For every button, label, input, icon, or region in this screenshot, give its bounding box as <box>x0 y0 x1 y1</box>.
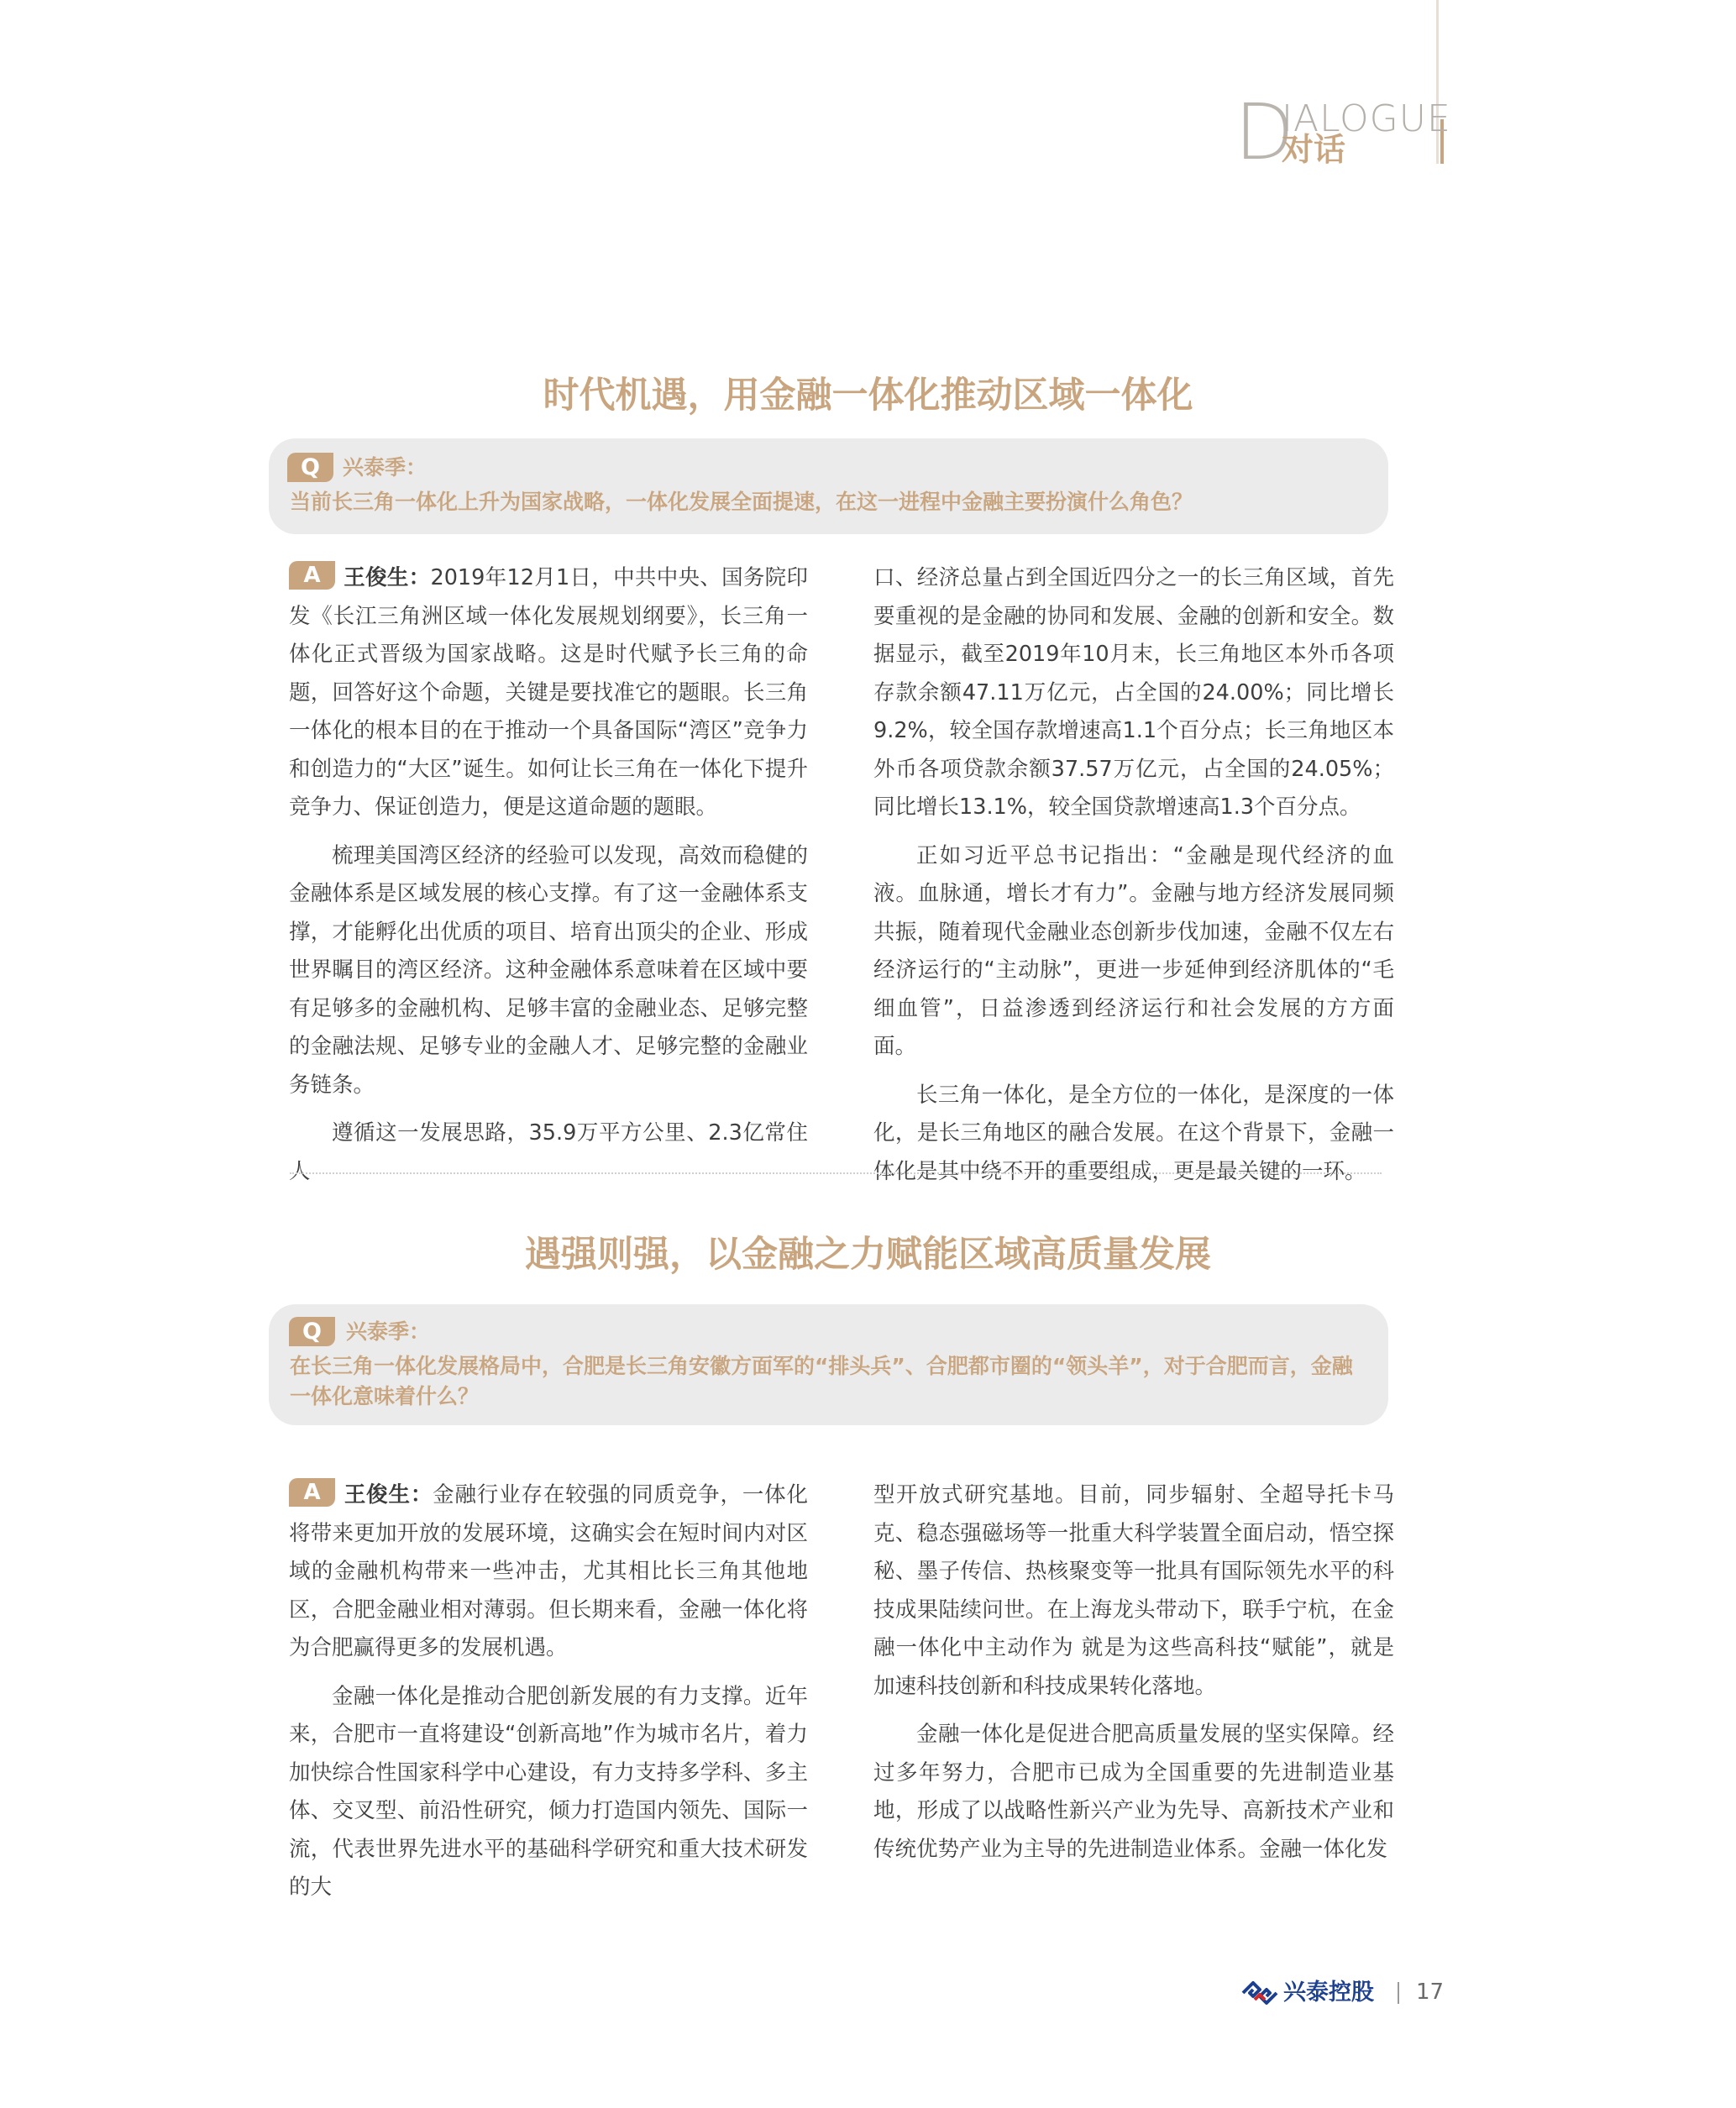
dialogue-label: IALOGUE <box>1282 97 1451 140</box>
section1-answer-left-column <box>289 559 808 1201</box>
answer-badge: A <box>289 561 335 590</box>
dialogue-initial-letter: D <box>1235 87 1294 177</box>
section2-answer-left-column <box>289 1476 808 1917</box>
answer-paragraph <box>289 559 808 827</box>
answer-paragraph: 金融一体化是促进合肥高质量发展的坚实保障。经过多年努力，合肥市已成为全国重要的先进制造业基地，形成了以战略性新兴产业为先导、高新技术产业和传统优势产业为主导的先进制造业体系。金融一体化发 <box>873 1722 1394 1862</box>
answer-text: 金融行业存在较强的同质竞争，一体化将带来更加开放的发展环境，这确实会在短时间内对区域的金融机构带来一些冲击，尤其相比长三角其他地区，合肥金融业相对薄弱。但长期来看，金融一体化将为合肥赢得更多的发展机遇。 <box>289 1482 808 1660</box>
answer-paragraph: 长三角一体化，是全方位的一体化，是深度的一体化，是长三角地区的融合发展。在这个背景下，金融一体化是其中绕不开的重要组成，更是最关键的一环。 <box>873 1082 1394 1184</box>
answer-paragraph: 正如习近平总书记指出：“金融是现代经济的血液。血脉通，增长才有力”。金融与地方经济发展同频共振，随着现代金融业态创新步伐加速，金融不仅左右经济运行的“主动脉”，更进一步延伸到经济肌体的“毛细血管”，日益渗透到经济运行和社会发展的方方面面。 <box>873 842 1394 1059</box>
answer-paragraph: 金融一体化是推动合肥创新发展的有力支撑。近年来，合肥市一直将建设“创新高地”作为城市名片，着力加快综合性国家科学中心建设，有力支持多学科、多主体、交叉型、前沿性研究，倾力打造国内领先、国际一流，代表世界先进水平的基础科学研究和重大技术研发的大 <box>289 1683 808 1900</box>
question-asker: 兴泰季： <box>343 455 427 480</box>
section2-answer-right-column <box>873 1476 1394 1879</box>
answer-paragraph <box>289 1476 808 1668</box>
question-badge: Q <box>289 1317 335 1346</box>
footer-separator <box>1398 1982 1399 2004</box>
answer-paragraph: 型开放式研究基地。目前，同步辐射、全超导托卡马克、稳态强磁场等一批重大科学装置全面启动，悟空探秘、墨子传信、热核聚变等一批具有国际领先水平的科技成果陆续问世。在上海龙头带动下，联手宁杭，在金融一体化中主动作为 就是为这些高科技“赋能”，就是加速科技创新和科技成果转化落地。 <box>873 1482 1394 1699</box>
section-divider <box>290 1172 1382 1174</box>
answer-speaker: 王俊生： <box>344 1482 433 1508</box>
question-asker: 兴泰季： <box>346 1319 431 1344</box>
answer-speaker: 王俊生： <box>344 565 431 590</box>
answer-paragraph: 遵循这一发展思路，35.9万平方公里、2.3亿常住人 <box>289 1120 808 1184</box>
section1-title: 时代机遇，用金融一体化推动区域一体化 <box>543 375 1193 417</box>
answer-text: 2019年12月1日，中共中央、国务院印发《长江三角洲区域一体化发展规划纲要》，长三角一体化正式晋级为国家战略。这是时代赋予长三角的命题，回答好这个命题，关键是要找准它的题眼。长三角一体化的根本目的在于推动一个具备国际“湾区”竞争力和创造力的“大区”诞生。如何让长三角在一体化下提升竞争力、保证创造力，便是这道命题的题眼。 <box>289 565 808 820</box>
section2-title: 遇强则强，以金融之力赋能区域高质量发展 <box>525 1234 1211 1276</box>
section2-question-box <box>269 1304 1388 1425</box>
answer-badge: A <box>289 1478 335 1507</box>
footer-logo-text: 兴泰控股 <box>1283 1980 1374 2006</box>
section1-answer-right-column <box>873 559 1394 1201</box>
question-text: 在长三角一体化发展格局中，合肥是长三角安徽方面军的“排头兵”、合肥都市圈的“领头羊”，对于合肥而言，金融一体化意味着什么？ <box>290 1354 1353 1408</box>
answer-paragraph: 梳理美国湾区经济的经验可以发现，高效而稳健的金融体系是区域发展的核心支撑。有了这一金融体系支撑，才能孵化出优质的项目、培育出顶尖的企业、形成世界瞩目的湾区经济。这种金融体系意味着在区域中要有足够多的金融机构、足够丰富的金融业态、足够完整的金融法规、足够专业的金融人才、足够完整的金融业务链条。 <box>289 842 808 1098</box>
xingtai-logo-icon <box>1241 1980 1278 2006</box>
question-text: 当前长三角一体化上升为国家战略，一体化发展全面提速，在这一进程中金融主要扮演什么角色？ <box>290 490 1193 514</box>
page-number: 17 <box>1416 1980 1445 2005</box>
dialogue-cn-label: 对话 <box>1282 131 1346 168</box>
question-badge: Q <box>287 453 333 482</box>
answer-paragraph: 口、经济总量占到全国近四分之一的长三角区域，首先要重视的是金融的协同和发展、金融的创新和安全。数据显示，截至2019年10月末，长三角地区本外币各项存款余额47.11万亿元，占全国的24.00%；同比增长9.2%，较全国存款增速高1.1个百分点；长三角地区本外币各项贷款余额37.57万亿元，占全国的24.05%；同比增长13.1%，较全国贷款增速高1.3个百分点。 <box>873 565 1394 820</box>
section1-question-box <box>269 438 1388 534</box>
